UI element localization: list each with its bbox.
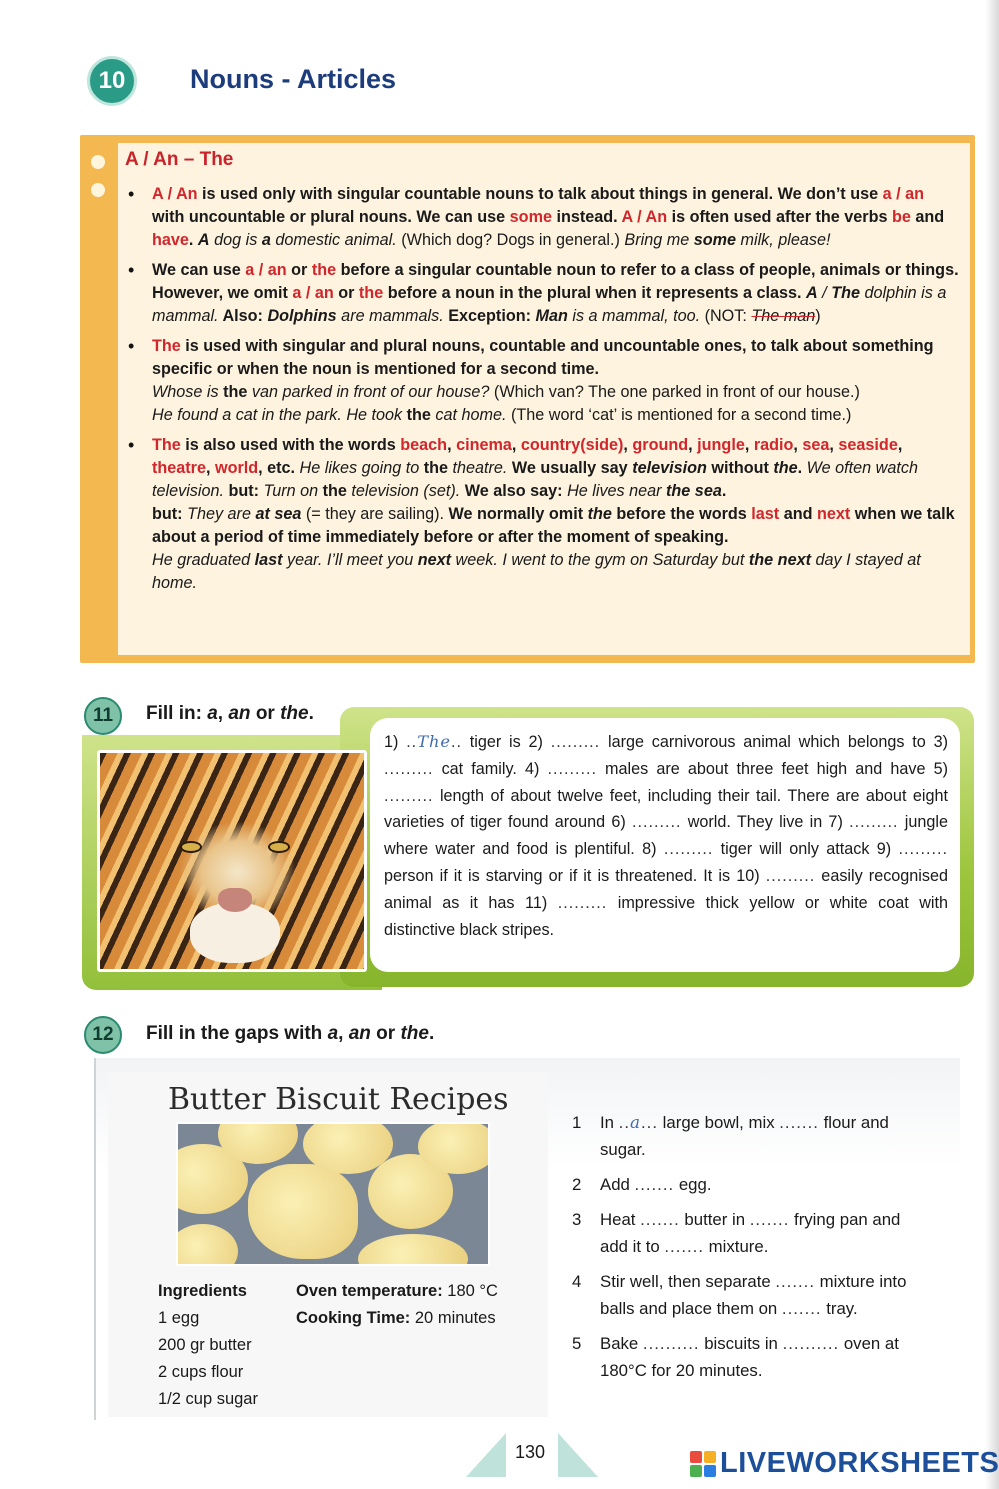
highlight-word: jungle [697, 436, 745, 454]
gap-6[interactable]: ......... [632, 813, 682, 832]
logo-text: LIVEWORKSHEETS [720, 1447, 999, 1479]
rule-text: but: [152, 505, 188, 523]
example-bold: the [423, 459, 449, 477]
step-text: mixture into balls and place them on [600, 1272, 907, 1318]
oven-temperature [296, 1282, 498, 1301]
highlight: a / an [292, 284, 334, 302]
example-text: He found a cat in the park. He took [152, 406, 407, 424]
instruction-option: an [228, 703, 251, 724]
rule-text: We normally omit [448, 505, 588, 523]
separator: , [217, 703, 229, 724]
rule-text: Also: [218, 307, 268, 325]
highlight: a / an [245, 261, 287, 279]
example-bold: A [197, 231, 210, 249]
example-bold: Dolphins [267, 307, 337, 325]
rule-text: and [910, 208, 945, 226]
example-text: They are [187, 505, 256, 523]
grammar-rule-3 [128, 335, 960, 427]
example-text: dog is [209, 231, 262, 249]
logo-square [704, 1465, 716, 1477]
passage-text: length of about twelve feet, including their tail. There are about eight varieties of tiger found around 6) [384, 786, 948, 832]
rule-text: . [188, 231, 198, 249]
highlight: a / an [882, 185, 924, 203]
exercise-11-badge [84, 697, 122, 735]
biscuit [358, 1234, 468, 1266]
exercise-11-instruction [146, 703, 314, 725]
highlight-word: last [751, 505, 780, 523]
liveworksheets-icon [690, 1451, 716, 1477]
highlight-word: country(side) [520, 436, 624, 454]
rule-text: and [779, 505, 817, 523]
page-tab-decoration [466, 1433, 506, 1477]
page-number: 130 [515, 1442, 546, 1462]
biscuit [248, 1164, 358, 1259]
ingredients-heading: Ingredients [158, 1282, 247, 1300]
step-text: oven at 180°C for 20 minutes. [600, 1334, 899, 1380]
gap-1-answer: The [417, 732, 451, 751]
example-text: day I stayed at home. [152, 551, 921, 592]
gap-5[interactable]: ......... [384, 786, 434, 805]
example-bold: some [693, 231, 736, 249]
tiger-image [97, 750, 367, 972]
tiger-muzzle [190, 903, 280, 963]
highlight: some [509, 208, 552, 226]
passage-text: males are about three feet high and have 5) [596, 759, 948, 778]
logo-square [690, 1451, 702, 1463]
exercise-number: 12 [92, 1024, 114, 1045]
example-text: We often watch television. [152, 459, 918, 500]
step-text: Add [600, 1175, 635, 1194]
step-text: In [600, 1113, 619, 1132]
ingredient-item: 1 egg [158, 1309, 200, 1327]
rule-text: . [721, 482, 727, 500]
grammar-rules [128, 183, 960, 602]
step-text: Stir well, then separate [600, 1272, 776, 1291]
separator: , [338, 1023, 349, 1044]
example-text: milk, please! [736, 231, 831, 249]
separator: , [511, 436, 521, 454]
gap-7[interactable]: ......... [849, 813, 899, 832]
example-bold: the sea [666, 482, 722, 500]
tiger-nose [218, 888, 252, 912]
highlight-word: ground [632, 436, 689, 454]
logo-square [704, 1451, 716, 1463]
step-text: large bowl, mix [658, 1113, 780, 1132]
recipe-step-3 [572, 1206, 918, 1260]
oven-label: Oven temperature: [296, 1282, 443, 1300]
biscuit [176, 1224, 238, 1266]
passage-text: cat family. 4) [433, 759, 548, 778]
gap-step1-2[interactable]: ....... [779, 1113, 819, 1132]
highlight-word: next [816, 505, 851, 523]
grammar-rule-1 [128, 183, 960, 252]
example-text: dolphin is a mammal. [152, 284, 947, 325]
struck-example: The man [751, 307, 816, 325]
separator: , [623, 436, 633, 454]
step-number: 4 [572, 1272, 582, 1291]
separator: , [897, 436, 903, 454]
instruction-text: . [308, 703, 314, 724]
example-bold: the [587, 505, 612, 523]
example-text: He lives near [567, 482, 667, 500]
highlight: A / An [621, 208, 668, 226]
rule-text: with uncountable or plural nouns. We can use [152, 208, 510, 226]
instruction-text: . [428, 1023, 435, 1044]
instruction-option: an [348, 1023, 371, 1044]
example-text: week. I went to the gym on Saturday but [451, 551, 749, 569]
gap-step2-1[interactable]: ....... [634, 1175, 675, 1194]
note-text: (The word ‘cat’ is mentioned for a second time.) [506, 406, 852, 424]
rule-text: before a singular countable noun to refer to a class of people, animals or things. However, we omit [152, 261, 959, 302]
gap-9[interactable]: ......... [898, 840, 949, 859]
highlight: the [311, 261, 337, 279]
instruction-text: or [370, 1023, 401, 1044]
rule-text: We can use [152, 261, 246, 279]
page-title: Nouns - Articles [190, 64, 397, 94]
gap-3[interactable]: ......... [384, 759, 434, 778]
highlight-word: cinema [456, 436, 512, 454]
recipe-step-1 [572, 1109, 918, 1163]
decorative-dot [91, 155, 105, 169]
example-bold: A [805, 284, 818, 302]
example-bold: The [831, 284, 860, 302]
step-text: Bake [600, 1334, 643, 1353]
separator: , [205, 459, 215, 477]
highlight-word: sea [802, 436, 830, 454]
highlight: A / An [152, 185, 198, 203]
example-text: / [817, 284, 832, 302]
time-value: 20 minutes [410, 1309, 496, 1327]
rule-text: Exception: [443, 307, 536, 325]
exercise-12-instruction [146, 1023, 434, 1045]
instruction-option: the [280, 703, 309, 724]
example-text: Bring me [624, 231, 694, 249]
rule-text: before the words [611, 505, 752, 523]
gap-step4-1[interactable]: ....... [775, 1272, 815, 1291]
gap-8[interactable]: ......... [663, 840, 714, 859]
gap-step4-2[interactable]: ....... [781, 1299, 822, 1318]
step-text: butter in [679, 1210, 750, 1229]
gap-10[interactable]: ......... [765, 866, 816, 885]
step-text: mixture. [704, 1237, 769, 1256]
example-text: is a mammal, too. [567, 307, 701, 325]
highlight: the [358, 284, 384, 302]
ingredient-item: 200 gr butter [158, 1336, 252, 1354]
passage-text: 1) [384, 733, 407, 751]
note-text: (Which van? The one parked in front of our house.) [489, 383, 860, 401]
ingredients-list [158, 1305, 258, 1413]
rule-text: , etc. [258, 459, 300, 477]
step-text: tray. [821, 1299, 858, 1318]
rule-text: when we talk about a period of time immediately before or after the moment of speaking. [152, 505, 955, 546]
highlight: have [152, 231, 189, 249]
tiger-passage [384, 729, 948, 943]
passage-text: world. They live in 7) [681, 813, 850, 832]
separator: , [688, 436, 698, 454]
example-text: cat home. [430, 406, 507, 424]
example-text: theatre. [448, 459, 508, 477]
note-text: (= they are sailing). [301, 505, 449, 523]
passage-text: tiger is 2) [462, 733, 551, 751]
rule-text: is also used with the words [180, 436, 401, 454]
rule-text: before a noun in the plural when it represents a class. [383, 284, 806, 302]
example-bold: a [261, 231, 271, 249]
example-bold: the [773, 459, 798, 477]
step-number: 3 [572, 1210, 582, 1229]
step-text: egg. [674, 1175, 712, 1194]
gap-step3-1[interactable]: ....... [640, 1210, 680, 1229]
rule-text: We also say: [460, 482, 568, 500]
instruction-text: or [250, 703, 281, 724]
highlight-word: radio [753, 436, 794, 454]
example-text: van parked in front of our house? [247, 383, 490, 401]
rule-text: We usually say [507, 459, 633, 477]
recipe-steps [572, 1109, 918, 1392]
passage-text: person if it is starving or if it is threatened. It is 10) [384, 866, 766, 885]
rule-text: or [333, 284, 359, 302]
example-bold: last [254, 551, 283, 569]
instruction-text: Fill in: [146, 703, 208, 724]
logo-square [690, 1465, 702, 1477]
time-label: Cooking Time: [296, 1309, 411, 1327]
step-text: flour and sugar. [600, 1113, 889, 1159]
example-bold: at sea [255, 505, 302, 523]
step-text: biscuits in [699, 1334, 783, 1353]
rule-text: is often used after the verbs [667, 208, 892, 226]
highlight-word: seaside [838, 436, 898, 454]
rule-text: without [706, 459, 774, 477]
recipe-step-4 [572, 1268, 918, 1322]
highlight: be [892, 208, 911, 226]
rule-text: but: [223, 482, 264, 500]
passage-text: tiger will only attack 9) [713, 840, 899, 859]
example-bold: the [322, 482, 347, 500]
ingredient-item: 1/2 cup sugar [158, 1390, 258, 1408]
gap-step5-2[interactable]: .......... [782, 1334, 840, 1353]
gap-step3-3[interactable]: ....... [664, 1237, 705, 1256]
highlight-word: beach [400, 436, 448, 454]
example-text: year. I’ll meet you [282, 551, 418, 569]
step-text: frying pan and add it to [600, 1210, 901, 1256]
biscuits-image [176, 1122, 490, 1266]
example-bold: next [417, 551, 452, 569]
separator: , [829, 436, 839, 454]
exercise-number: 11 [92, 705, 114, 726]
cooking-time [296, 1309, 496, 1328]
example-text: are mammals. [336, 307, 444, 325]
gap-answer: a [630, 1112, 642, 1132]
separator: , [744, 436, 754, 454]
separator: , [793, 436, 803, 454]
recipe-step-2 [572, 1171, 918, 1198]
gap-4[interactable]: ......... [547, 759, 597, 778]
highlight-word: theatre [152, 459, 206, 477]
rule-text: or [286, 261, 312, 279]
instruction-option: a [207, 703, 218, 724]
passage-text: large carnivorous animal which belongs to 3) [600, 733, 948, 751]
tiger-eye [268, 841, 290, 853]
tiger-eye [180, 841, 202, 853]
decorative-dot [91, 183, 105, 197]
example-text: television (set). [346, 482, 461, 500]
step-text: Heat [600, 1210, 641, 1229]
grammar-rule-2 [128, 259, 960, 328]
separator: , [447, 436, 457, 454]
example-text: Turn on [263, 482, 323, 500]
section-10-badge [87, 56, 137, 106]
instruction-option: the [400, 1023, 429, 1044]
example-bold: television [632, 459, 707, 477]
example-bold: the next [748, 551, 811, 569]
example-bold: Man [535, 307, 568, 325]
example-text: domestic animal. [270, 231, 397, 249]
note-text: ) [815, 307, 821, 325]
ingredient-item: 2 cups flour [158, 1363, 244, 1381]
recipe-title: Butter Biscuit Recipes [168, 1082, 509, 1117]
gap-step1-1[interactable]: ..a... [618, 1112, 659, 1132]
rule-text: is used only with singular countable nouns to talk about things in general. We don’t use [197, 185, 883, 203]
passage-text: jungle where water and food is plentiful. 8) [384, 813, 949, 859]
gap-11[interactable]: ......... [557, 893, 608, 912]
rule-text: instead. [551, 208, 622, 226]
gap-step5-1[interactable]: .......... [642, 1334, 700, 1353]
passage-text: impressive thick yellow or white coat with distinctive black stripes. [384, 893, 948, 939]
rule-text: is used with singular and plural nouns, countable and uncountable ones, to talk about something specific or when the noun is mentioned for a second time. [152, 337, 934, 378]
highlight: The [152, 436, 181, 454]
example-text: He graduated [152, 551, 255, 569]
gap-step3-2[interactable]: ....... [749, 1210, 790, 1229]
page-tab-decoration [558, 1433, 598, 1477]
instruction-text: Fill in the gaps with [146, 1023, 328, 1044]
exercise-12-badge [84, 1016, 122, 1054]
highlight-word: world [214, 459, 259, 477]
instruction-option: a [327, 1023, 339, 1044]
note-text: (NOT: [700, 307, 752, 325]
rule-text: . [797, 459, 807, 477]
recipe-step-5 [572, 1330, 918, 1384]
gap-1[interactable]: ..The.. [406, 732, 462, 751]
grammar-rule-4 [128, 434, 960, 595]
page-edge-shadow [985, 0, 999, 1489]
example-text: Whose is [152, 383, 224, 401]
step-number: 1 [572, 1113, 582, 1132]
note-text: (Which dog? Dogs in general.) [396, 231, 625, 249]
grammar-heading: A / An – The [125, 149, 234, 170]
example-text: He likes going to [299, 459, 424, 477]
oven-value: 180 °C [442, 1282, 498, 1300]
gap-2[interactable]: ......... [550, 733, 601, 751]
example-bold: the [406, 406, 431, 424]
step-number: 2 [572, 1175, 582, 1194]
section-number: 10 [98, 67, 126, 94]
passage-text: easily recognised animal as it has 11) [384, 866, 948, 912]
highlight: The [152, 337, 181, 355]
liveworksheets-logo[interactable] [690, 1447, 999, 1480]
example-bold: the [223, 383, 248, 401]
step-number: 5 [572, 1334, 582, 1353]
